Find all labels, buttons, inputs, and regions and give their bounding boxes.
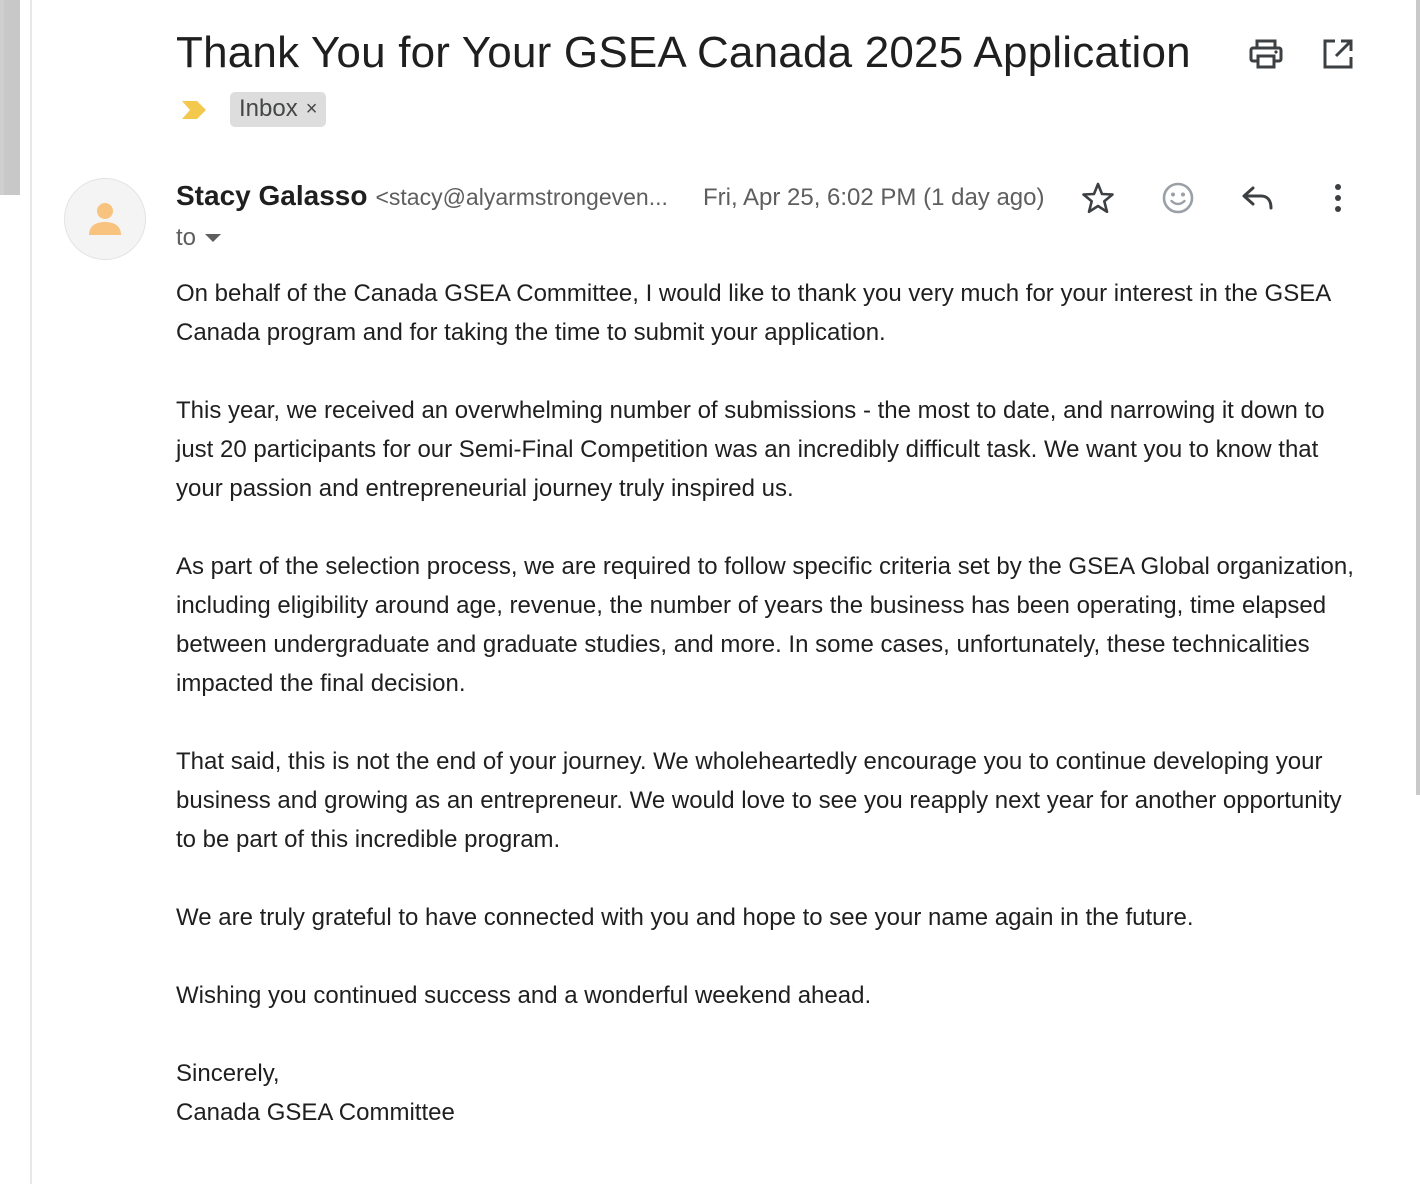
body-paragraph: Wishing you continued success and a wonderful weekend ahead. <box>176 982 872 1009</box>
left-scroll-thumb[interactable] <box>4 0 20 195</box>
body-paragraph: On behalf of the Canada GSEA Committee, I would like to thank you very much for your interest in the GSEA Canada program and for taking the time to submit your application. <box>176 280 1330 346</box>
person-icon <box>85 199 125 239</box>
print-button[interactable] <box>1244 34 1288 74</box>
left-divider <box>30 0 32 1184</box>
recipient-details-toggle[interactable] <box>176 224 222 252</box>
caret-down-icon <box>204 233 222 243</box>
label-chip-text: Inbox <box>239 95 298 122</box>
email-body <box>176 274 1366 1132</box>
remove-label-icon[interactable]: × <box>305 98 318 120</box>
open-in-new-window-button[interactable] <box>1316 34 1360 74</box>
emoji-reaction-icon <box>1161 181 1195 215</box>
open-in-new-window-icon <box>1322 38 1354 70</box>
email-subject: Thank You for Your GSEA Canada 2025 Application <box>176 28 1191 77</box>
add-reaction-button[interactable] <box>1156 176 1200 220</box>
sender-email[interactable]: <stacy@alyarmstrongeven... <box>375 184 668 210</box>
more-options-button[interactable] <box>1316 176 1360 220</box>
body-paragraph: As part of the selection process, we are required to follow specific criteria set by the GSEA Global organization, including eligibility around age, revenue, the number of years the business has been operating, time elapsed between undergraduate and graduate studies, and more. In some cases, unfortunately, these technicalities impacted the final decision. <box>176 553 1354 697</box>
to-label: to <box>176 224 197 251</box>
print-icon <box>1249 39 1283 69</box>
sender-info <box>176 180 668 212</box>
more-vertical-icon <box>1333 183 1343 213</box>
reply-button[interactable] <box>1236 176 1280 220</box>
body-paragraph: We are truly grateful to have connected with you and hope to see your name again in the future. <box>176 904 1194 931</box>
star-button[interactable] <box>1076 176 1120 220</box>
closing: Sincerely, <box>176 1060 280 1087</box>
avatar[interactable] <box>64 178 146 260</box>
body-paragraph: This year, we received an overwhelming number of submissions - the most to date, and narrowing it down to just 20 participants for our Semi-Final Competition was an incredibly difficult task. We want you to know that your passion and entrepreneurial journey truly inspired us. <box>176 397 1325 502</box>
scrollbar-thumb[interactable] <box>1416 0 1420 795</box>
label-chip-inbox[interactable] <box>230 92 326 127</box>
message-date: Fri, Apr 25, 6:02 PM (1 day ago) <box>703 184 1045 211</box>
body-paragraph: That said, this is not the end of your journey. We wholeheartedly encourage you to continue developing your business and growing as an entrepreneur. We would love to see you reapply next year for another opportunity to be part of this incredible program. <box>176 748 1342 853</box>
labels-row <box>180 92 326 127</box>
reply-icon <box>1241 183 1275 213</box>
left-scroll-track[interactable] <box>0 0 20 195</box>
signature: Canada GSEA Committee <box>176 1099 455 1126</box>
star-icon <box>1081 181 1115 215</box>
thread-actions <box>1244 34 1360 74</box>
importance-marker-icon[interactable] <box>180 99 210 121</box>
message-actions <box>1076 176 1360 220</box>
sender-name[interactable]: Stacy Galasso <box>176 180 368 211</box>
